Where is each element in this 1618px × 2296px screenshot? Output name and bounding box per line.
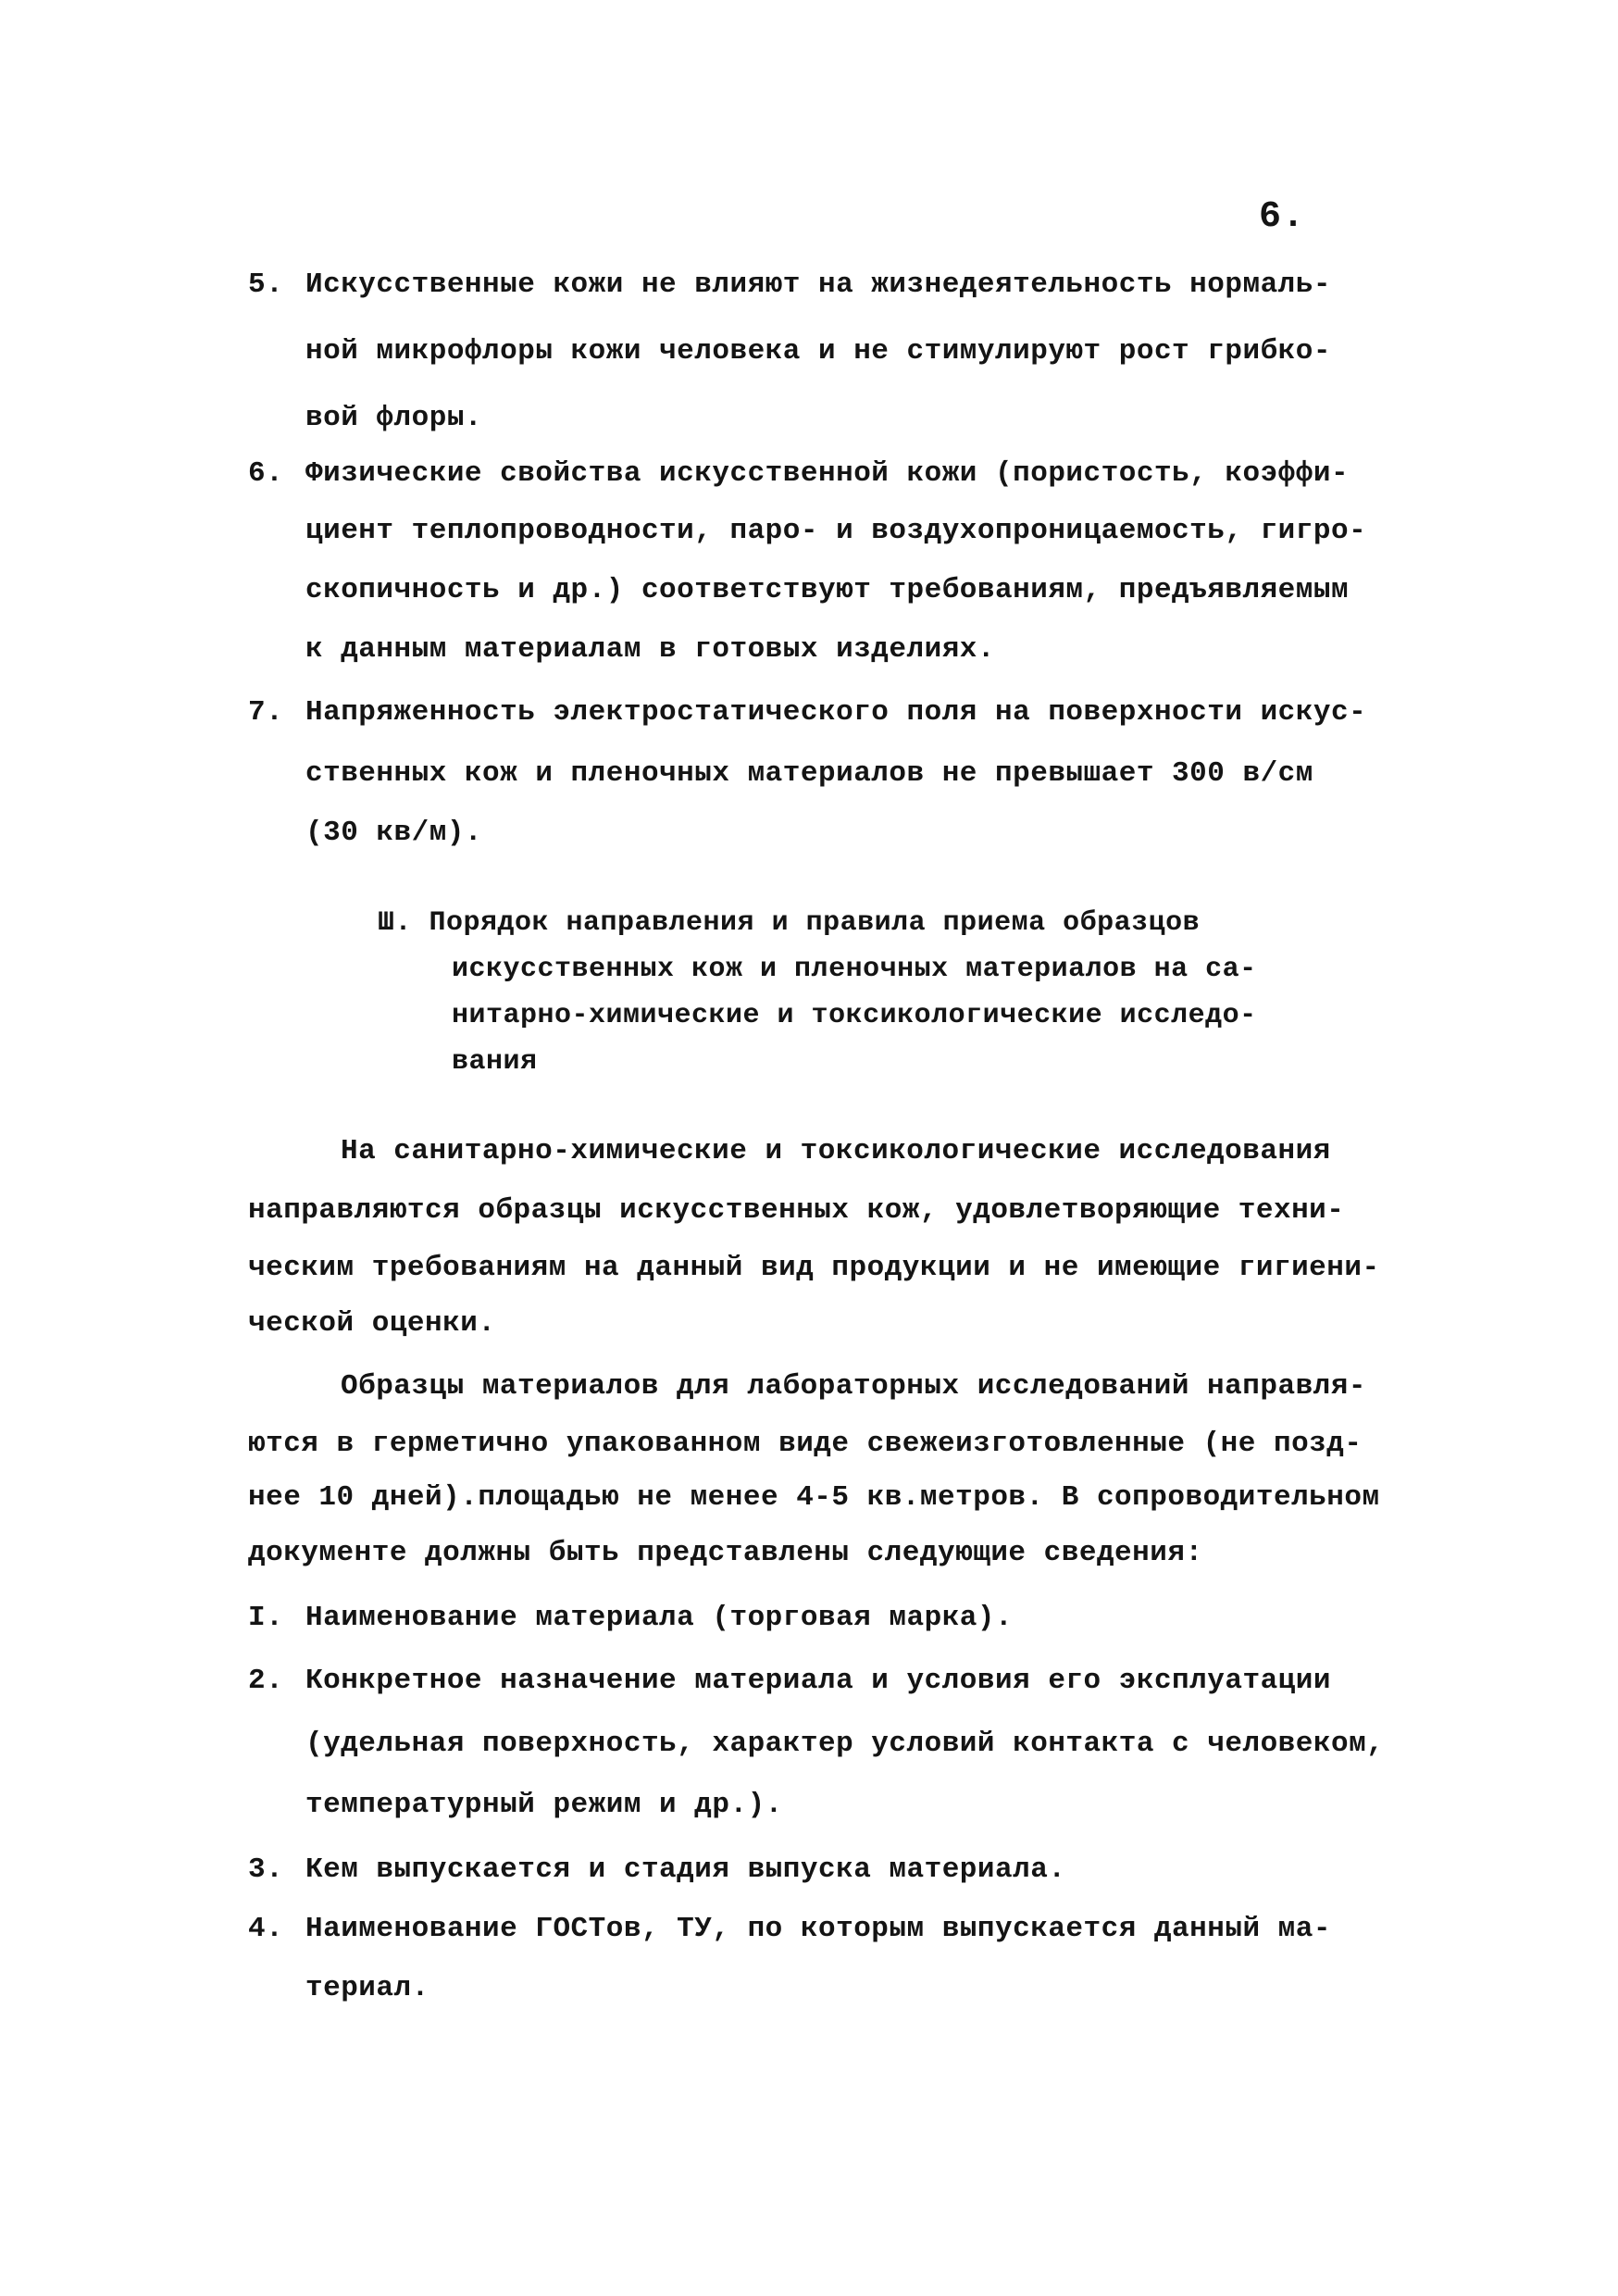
list-item-2-line-2: (удельная поверхность, характер условий контакта с человеком, <box>305 1728 1385 1760</box>
paragraph-2-line-2: ются в герметично упакованном виде свежеизготовленные (не позд- <box>248 1428 1363 1460</box>
section-heading-line-2: искусственных кож и пленочных материалов на са- <box>452 954 1257 985</box>
paragraph-2-line-1: Образцы материалов для лабораторных исследований направля- <box>341 1370 1366 1403</box>
list-item-2-line-3: температурный режим и др.). <box>305 1789 783 1821</box>
paragraph-1-line-3: ческим требованиям на данный вид продукции и не имеющие гигиени- <box>248 1252 1380 1284</box>
list-item-number: I. <box>248 1602 284 1634</box>
list-item-7-line-2: ственных кож и пленочных материалов не превышает 300 в/см <box>305 757 1313 790</box>
list-item-3-line-1: 3. Кем выпускается и стадия выпуска материала. <box>248 1853 1066 1886</box>
list-item-number: 6. <box>248 457 284 490</box>
list-item-number: 4. <box>248 1913 284 1945</box>
list-item-2-line-1: 2. Конкретное назначение материала и условия его эксплуатации <box>248 1665 1331 1697</box>
list-item-7-line-3: (30 кв/м). <box>305 817 483 849</box>
list-item-I-line-1: I. Наименование материала (торговая марка). <box>248 1602 1014 1634</box>
list-item-number: 7. <box>248 696 284 729</box>
section-heading-line-4: вания <box>452 1046 538 1078</box>
paragraph-2-line-4: документе должны быть представлены следующие сведения: <box>248 1537 1203 1569</box>
list-item-number: 5. <box>248 268 284 301</box>
list-item-number: 3. <box>248 1853 284 1886</box>
list-item-number: 2. <box>248 1665 284 1697</box>
list-item-7-line-1: 7. Напряженность электростатического поля на поверхности искус- <box>248 696 1367 729</box>
list-item-6-line-2: циент теплопроводности, паро- и воздухопроницаемость, гигро- <box>305 515 1367 547</box>
section-heading-line-3: нитарно-химические и токсикологические исследо- <box>452 1000 1257 1031</box>
list-item-5-line-3: вой флоры. <box>305 402 483 434</box>
paragraph-1-line-1: На санитарно-химические и токсикологические исследования <box>341 1135 1331 1167</box>
list-item-4-line-1: 4. Наименование ГОСТов, ТУ, по которым выпускается данный ма- <box>248 1913 1331 1945</box>
paragraph-1-line-4: ческой оценки. <box>248 1307 496 1340</box>
list-item-5-line-2: ной микрофлоры кожи человека и не стимулируют рост грибко- <box>305 335 1331 368</box>
list-item-6-line-4: к данным материалам в готовых изделиях. <box>305 633 996 666</box>
list-item-6-line-1: 6. Физические свойства искусственной кожи (пористость, коэффи- <box>248 457 1350 490</box>
list-item-6-line-3: скопичность и др.) соответствуют требованиям, предъявляемым <box>305 574 1350 606</box>
paragraph-2-line-3: нее 10 дней).площадью не менее 4-5 кв.метров. В сопроводительном <box>248 1481 1380 1514</box>
page-number: 6. <box>1259 196 1306 238</box>
list-item-5-line-1: 5. Искусственные кожи не влияют на жизнедеятельность нормаль- <box>248 268 1331 301</box>
paragraph-1-line-2: направляются образцы искусственных кож, удовлетворяющие техни- <box>248 1194 1345 1227</box>
list-item-4-line-2: териал. <box>305 1972 429 2004</box>
section-heading-line-1: Ш. Порядок направления и правила приема образцов <box>378 907 1201 939</box>
